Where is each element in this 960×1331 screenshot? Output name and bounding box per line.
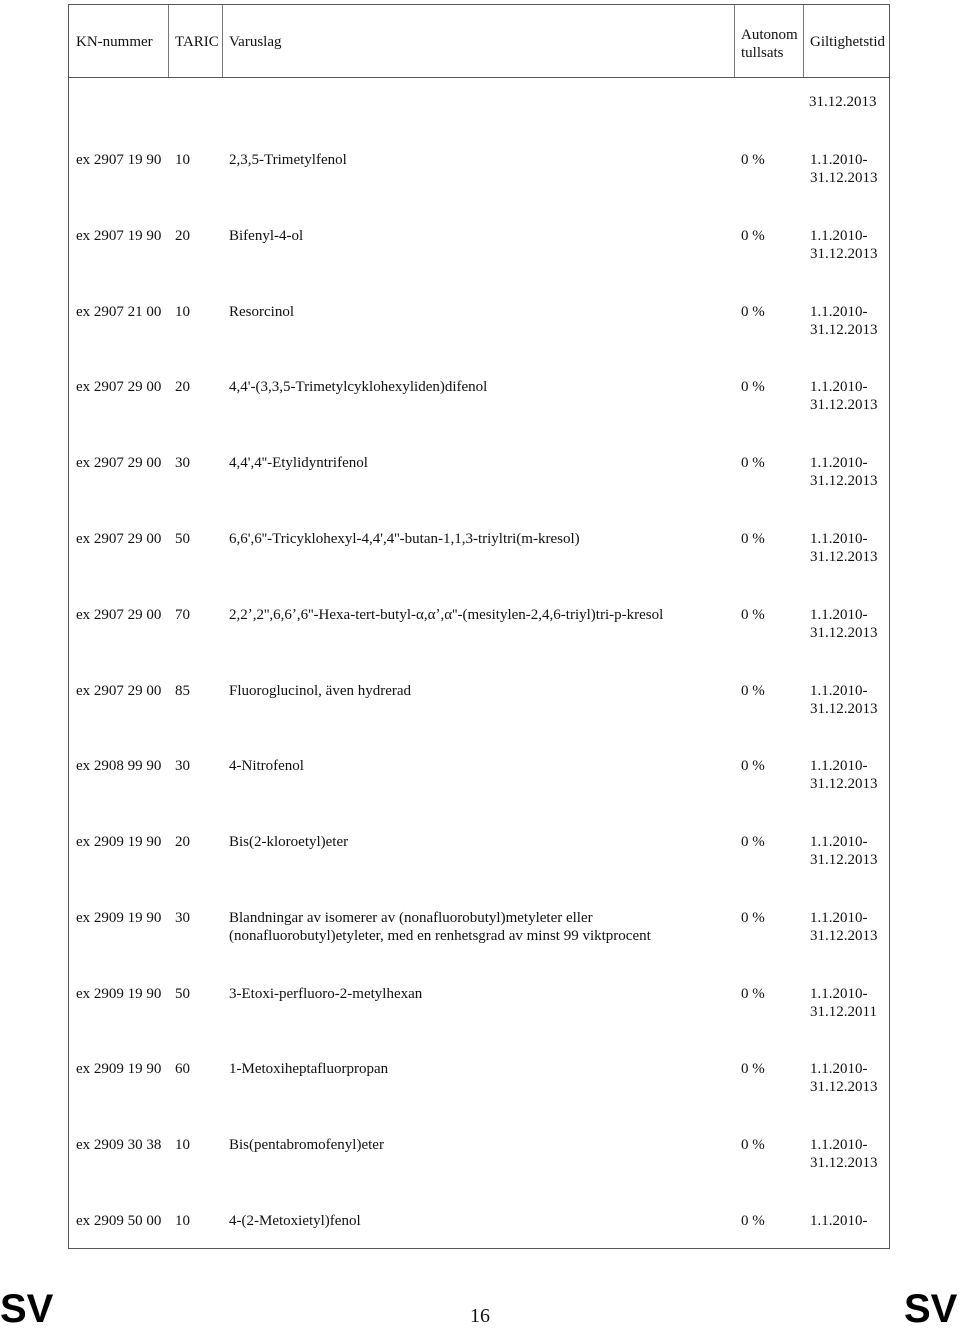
valid-to: 31.12.2013	[810, 625, 878, 641]
valid-from: 1.1.2010-	[810, 910, 868, 926]
valid-to: 31.12.2013	[810, 246, 878, 262]
table-header	[69, 5, 889, 78]
taric-cell: 30	[175, 455, 190, 471]
valid-from: 1.1.2010-	[810, 1213, 868, 1229]
carry-over-date: 31.12.2013	[809, 94, 877, 110]
table-row	[69, 985, 889, 1023]
valid-from: 1.1.2010-	[810, 455, 868, 471]
table-row	[69, 682, 889, 720]
kn-nummer-cell: ex 2907 19 90	[76, 152, 162, 168]
valid-from: 1.1.2010-	[810, 1137, 868, 1153]
giltighetstid-cell	[810, 303, 888, 339]
valid-to: 31.12.2013	[810, 776, 878, 792]
header-giltighetstid: Giltighetstid	[810, 34, 885, 50]
tullsats-cell: 0 %	[741, 304, 765, 320]
taric-cell: 30	[175, 910, 190, 926]
varuslag-cell: Blandningar av isomerer av (nonafluorobutyl)metyleter eller (nonafluorobutyl)etyleter, med en renhetsgrad av minst 99 viktprocent	[229, 910, 651, 944]
varuslag-cell: Bis(2-kloroetyl)eter	[229, 834, 349, 850]
header-taric: TARIC	[175, 34, 219, 50]
table-row	[69, 1212, 889, 1250]
taric-cell: 50	[175, 531, 190, 547]
kn-nummer-cell: ex 2907 29 00	[76, 531, 162, 547]
tullsats-cell: 0 %	[741, 1137, 765, 1153]
valid-from: 1.1.2010-	[810, 152, 868, 168]
taric-cell: 10	[175, 304, 190, 320]
kn-nummer-cell: ex 2907 21 00	[76, 304, 162, 320]
tullsats-cell: 0 %	[741, 152, 765, 168]
header-autonom-line1: Autonom	[741, 27, 798, 43]
column-divider	[803, 5, 804, 77]
valid-to: 31.12.2013	[810, 397, 878, 413]
varuslag-cell: Fluoroglucinol, även hydrerad	[229, 683, 412, 699]
giltighetstid-cell	[810, 151, 888, 187]
table-row	[69, 1136, 889, 1174]
table-row	[69, 757, 889, 795]
taric-cell: 30	[175, 758, 190, 774]
tullsats-cell: 0 %	[741, 683, 765, 699]
giltighetstid-cell	[810, 909, 888, 945]
table-row	[69, 1060, 889, 1098]
valid-from: 1.1.2010-	[810, 379, 868, 395]
taric-cell: 20	[175, 834, 190, 850]
taric-cell: 60	[175, 1061, 190, 1077]
valid-to: 31.12.2013	[810, 170, 878, 186]
giltighetstid-cell	[810, 454, 888, 490]
tariff-table	[68, 4, 890, 1249]
header-autonom-tullsats	[741, 26, 798, 62]
kn-nummer-cell: ex 2909 50 00	[76, 1213, 162, 1229]
language-label-left: SV	[0, 1287, 54, 1331]
table-row	[69, 378, 889, 416]
kn-nummer-cell: ex 2909 19 90	[76, 1061, 162, 1077]
column-divider	[168, 5, 169, 77]
kn-nummer-cell: ex 2907 29 00	[76, 683, 162, 699]
header-kn-nummer: KN-nummer	[76, 34, 153, 50]
tullsats-cell: 0 %	[741, 1213, 765, 1229]
giltighetstid-cell	[810, 757, 888, 793]
varuslag-cell: 6,6',6''-Tricyklohexyl-4,4',4''-butan-1,1,3-triyltri(m-kresol)	[229, 531, 580, 547]
valid-from: 1.1.2010-	[810, 1061, 868, 1077]
varuslag-cell: Bis(pentabromofenyl)eter	[229, 1137, 384, 1153]
header-varuslag: Varuslag	[229, 34, 282, 50]
kn-nummer-cell: ex 2909 19 90	[76, 986, 162, 1002]
varuslag-cell: 4,4'-(3,3,5-Trimetylcyklohexyliden)difenol	[229, 379, 488, 395]
varuslag-cell: 4-(2-Metoxietyl)fenol	[229, 1213, 361, 1229]
table-row	[69, 833, 889, 871]
kn-nummer-cell: ex 2909 19 90	[76, 834, 162, 850]
giltighetstid-cell	[810, 833, 888, 869]
valid-from: 1.1.2010-	[810, 607, 868, 623]
valid-to: 31.12.2013	[810, 1079, 878, 1095]
tullsats-cell: 0 %	[741, 986, 765, 1002]
taric-cell: 20	[175, 379, 190, 395]
taric-cell: 70	[175, 607, 190, 623]
taric-cell: 10	[175, 152, 190, 168]
valid-to: 31.12.2013	[810, 701, 878, 717]
varuslag-cell: Resorcinol	[229, 304, 294, 320]
tullsats-cell: 0 %	[741, 834, 765, 850]
valid-to: 31.12.2013	[810, 322, 878, 338]
valid-to: 31.12.2013	[810, 1155, 878, 1171]
table-row	[69, 606, 889, 644]
varuslag-cell: 1-Metoxiheptafluorpropan	[229, 1061, 389, 1077]
kn-nummer-cell: ex 2907 29 00	[76, 607, 162, 623]
giltighetstid-cell	[810, 1136, 888, 1172]
taric-cell: 20	[175, 228, 190, 244]
tullsats-cell: 0 %	[741, 455, 765, 471]
valid-from: 1.1.2010-	[810, 304, 868, 320]
varuslag-cell: Bifenyl-4-ol	[229, 228, 304, 244]
kn-nummer-cell: ex 2907 19 90	[76, 228, 162, 244]
tullsats-cell: 0 %	[741, 1061, 765, 1077]
table-row	[69, 303, 889, 341]
varuslag-cell: 4,4',4''-Etylidyntrifenol	[229, 455, 368, 471]
language-label-right: SV	[904, 1287, 958, 1331]
valid-from: 1.1.2010-	[810, 683, 868, 699]
valid-from: 1.1.2010-	[810, 531, 868, 547]
kn-nummer-cell: ex 2907 29 00	[76, 455, 162, 471]
valid-from: 1.1.2010-	[810, 758, 868, 774]
taric-cell: 50	[175, 986, 190, 1002]
giltighetstid-cell	[810, 606, 888, 642]
valid-to: 31.12.2013	[810, 852, 878, 868]
varuslag-cell: 3-Etoxi-perfluoro-2-metylhexan	[229, 986, 423, 1002]
tullsats-cell: 0 %	[741, 607, 765, 623]
taric-cell: 85	[175, 683, 190, 699]
valid-from: 1.1.2010-	[810, 228, 868, 244]
valid-to: 31.12.2011	[810, 1004, 877, 1020]
column-divider	[734, 5, 735, 77]
page-number: 16	[470, 1305, 490, 1327]
giltighetstid-cell	[810, 378, 888, 414]
varuslag-cell: 2,2ʼ,2'',6,6ʼ,6''-Hexa-tert-butyl-α,αʼ,α''-(mesitylen-2,4,6-triyl)tri-p-kresol	[229, 607, 664, 623]
valid-from: 1.1.2010-	[810, 834, 868, 850]
table-row	[69, 909, 889, 947]
giltighetstid-cell	[810, 227, 888, 263]
kn-nummer-cell: ex 2909 19 90	[76, 910, 162, 926]
giltighetstid-cell	[810, 1060, 888, 1096]
table-row	[69, 454, 889, 492]
varuslag-cell: 2,3,5-Trimetylfenol	[229, 152, 347, 168]
table-row	[69, 227, 889, 265]
tullsats-cell: 0 %	[741, 379, 765, 395]
column-divider	[222, 5, 223, 77]
tullsats-cell: 0 %	[741, 531, 765, 547]
valid-to: 31.12.2013	[810, 473, 878, 489]
kn-nummer-cell: ex 2909 30 38	[76, 1137, 162, 1153]
table-row	[69, 530, 889, 568]
tullsats-cell: 0 %	[741, 758, 765, 774]
kn-nummer-cell: ex 2908 99 90	[76, 758, 162, 774]
varuslag-cell: 4-Nitrofenol	[229, 758, 304, 774]
giltighetstid-cell	[810, 1212, 888, 1230]
taric-cell: 10	[175, 1137, 190, 1153]
table-row	[69, 151, 889, 189]
kn-nummer-cell: ex 2907 29 00	[76, 379, 162, 395]
giltighetstid-cell	[810, 985, 888, 1021]
valid-to: 31.12.2013	[810, 928, 878, 944]
taric-cell: 10	[175, 1213, 190, 1229]
giltighetstid-cell	[810, 530, 888, 566]
tullsats-cell: 0 %	[741, 910, 765, 926]
header-autonom-line2: tullsats	[741, 45, 784, 61]
valid-from: 1.1.2010-	[810, 986, 868, 1002]
valid-to: 31.12.2013	[810, 549, 878, 565]
giltighetstid-cell	[810, 682, 888, 718]
tullsats-cell: 0 %	[741, 228, 765, 244]
